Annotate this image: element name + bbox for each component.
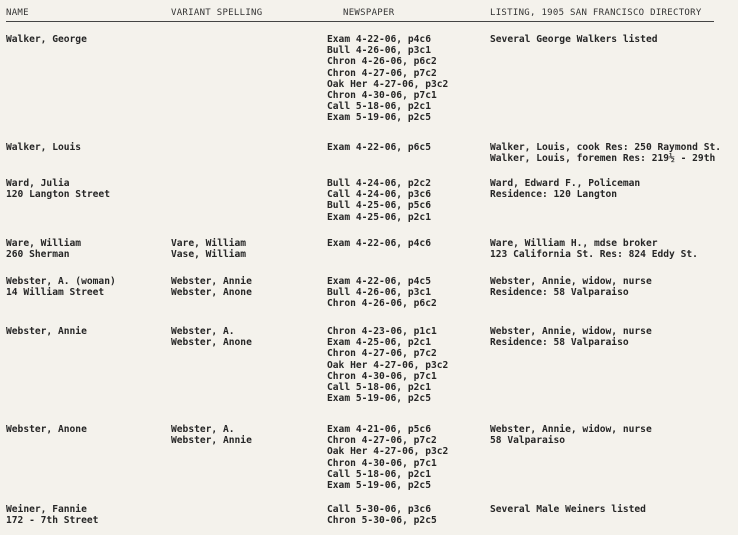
name-line: 172 - 7th Street <box>6 515 99 527</box>
name-line: Walker, George <box>6 34 87 45</box>
listing-line: Webster, Annie, widow, nurse <box>490 326 652 337</box>
newspaper-line: Chron 4-27-06, p7c2 <box>327 435 437 447</box>
cell-variant <box>171 424 252 446</box>
variant-line: Webster, Anone <box>171 337 252 349</box>
cell-name <box>6 326 87 337</box>
cell-name <box>6 504 98 526</box>
newspaper-line: Bull 4-25-06, p5c6 <box>327 200 431 212</box>
newspaper-line: Exam 4-25-06, p2c1 <box>327 337 431 349</box>
cell-listing <box>490 276 652 298</box>
listing-line: Walker, Louis, foremen Res: 219½ - 29th <box>490 153 716 165</box>
name-line: Webster, A. (woman) <box>6 276 116 287</box>
newspaper-line: Chron 4-27-06, p7c2 <box>327 67 437 79</box>
variant-line: Webster, Annie <box>171 435 252 447</box>
cell-name <box>6 276 116 298</box>
newspaper-line: Chron 4-30-06, p7c1 <box>327 457 437 469</box>
newspaper-line: Chron 4-23-06, p1c1 <box>327 326 437 337</box>
variant-line: Webster, A. <box>171 424 235 435</box>
newspaper-line: Oak Her 4-27-06, p3c2 <box>327 78 449 90</box>
cell-listing <box>490 34 658 45</box>
cell-listing <box>490 142 721 164</box>
newspaper-line: Exam 4-25-06, p2c1 <box>327 211 431 223</box>
cell-newspaper <box>327 504 437 526</box>
listing-line: Ward, Edward F., Policeman <box>490 178 641 189</box>
cell-name <box>6 238 81 260</box>
newspaper-line: Bull 4-26-06, p3c1 <box>327 45 431 57</box>
variant-line: Webster, Anone <box>171 287 252 299</box>
newspaper-line: Bull 4-24-06, p2c2 <box>327 178 431 189</box>
cell-newspaper <box>327 276 437 310</box>
cell-newspaper <box>327 424 448 491</box>
header-name: NAME <box>6 8 29 18</box>
cell-name <box>6 142 81 153</box>
listing-line: Residence: 120 Langton <box>490 189 618 201</box>
variant-line: Vase, William <box>171 249 247 261</box>
newspaper-line: Exam 5-19-06, p2c5 <box>327 480 431 492</box>
newspaper-line: Exam 4-22-06, p4c5 <box>327 276 431 287</box>
newspaper-line: Exam 4-22-06, p6c5 <box>327 142 431 153</box>
newspaper-line: Call 4-24-06, p3c6 <box>327 189 431 201</box>
listing-line: Residence: 58 Valparaiso <box>490 287 629 299</box>
listing-line: 123 California St. Res: 824 Eddy St. <box>490 249 698 261</box>
cell-newspaper <box>327 142 431 153</box>
newspaper-line: Chron 5-30-06, p2c5 <box>327 515 437 527</box>
newspaper-line: Call 5-30-06, p3c6 <box>327 504 431 515</box>
cell-listing <box>490 424 652 446</box>
name-line: Weiner, Fannie <box>6 504 87 515</box>
variant-line: Vare, William <box>171 238 247 249</box>
variant-line: Webster, Annie <box>171 276 252 287</box>
header-newspaper: NEWSPAPER <box>343 8 395 18</box>
listing-line: Webster, Annie, widow, nurse <box>490 276 652 287</box>
variant-line: Webster, A. <box>171 326 235 337</box>
newspaper-line: Oak Her 4-27-06, p3c2 <box>327 359 449 371</box>
newspaper-line: Call 5-18-06, p2c1 <box>327 382 431 394</box>
cell-listing <box>490 504 646 515</box>
name-line: Webster, Annie <box>6 326 87 337</box>
cell-name <box>6 178 110 200</box>
name-line: Walker, Louis <box>6 142 82 153</box>
newspaper-line: Call 5-18-06, p2c1 <box>327 468 431 480</box>
name-line: 14 William Street <box>6 287 105 299</box>
newspaper-line: Chron 4-30-06, p7c1 <box>327 90 437 102</box>
newspaper-line: Exam 5-19-06, p2c5 <box>327 393 431 405</box>
cell-newspaper <box>327 178 431 223</box>
cell-listing <box>490 238 698 260</box>
listing-line: Several George Walkers listed <box>490 34 658 45</box>
newspaper-line: Oak Her 4-27-06, p3c2 <box>327 446 449 458</box>
listing-line: 58 Valparaiso <box>490 435 566 447</box>
header-divider <box>6 21 714 22</box>
name-line: Ware, William <box>6 238 82 249</box>
newspaper-line: Exam 5-19-06, p2c5 <box>327 112 431 124</box>
newspaper-line: Chron 4-26-06, p6c2 <box>327 298 437 310</box>
name-line: 120 Langton Street <box>6 189 110 201</box>
cell-variant <box>171 326 252 348</box>
listing-line: Ware, William H., mdse broker <box>490 238 658 249</box>
cell-variant <box>171 238 246 260</box>
name-line: Ward, Julia <box>6 178 70 189</box>
header-listing: LISTING, 1905 SAN FRANCISCO DIRECTORY <box>490 8 702 18</box>
cell-name <box>6 424 87 435</box>
name-line: 260 Sherman <box>6 249 70 261</box>
newspaper-line: Chron 4-27-06, p7c2 <box>327 348 437 360</box>
cell-newspaper <box>327 34 448 124</box>
name-line: Webster, Anone <box>6 424 87 435</box>
listing-line: Webster, Annie, widow, nurse <box>490 424 652 435</box>
cell-name <box>6 34 87 45</box>
newspaper-line: Chron 4-26-06, p6c2 <box>327 56 437 68</box>
newspaper-line: Exam 4-22-06, p4c6 <box>327 34 431 45</box>
cell-newspaper <box>327 238 431 249</box>
header-variant-spelling: VARIANT SPELLING <box>171 8 263 18</box>
listing-line: Residence: 58 Valparaiso <box>490 337 629 349</box>
newspaper-line: Call 5-18-06, p2c1 <box>327 101 431 113</box>
newspaper-line: Chron 4-30-06, p7c1 <box>327 370 437 382</box>
newspaper-line: Bull 4-26-06, p3c1 <box>327 287 431 299</box>
cell-listing <box>490 326 652 348</box>
listing-line: Walker, Louis, cook Res: 250 Raymond St. <box>490 142 722 153</box>
cell-newspaper <box>327 326 448 404</box>
cell-listing <box>490 178 640 200</box>
cell-variant <box>171 276 252 298</box>
newspaper-line: Exam 4-22-06, p4c6 <box>327 238 431 249</box>
listing-line: Several Male Weiners listed <box>490 504 646 515</box>
newspaper-line: Exam 4-21-06, p5c6 <box>327 424 431 435</box>
